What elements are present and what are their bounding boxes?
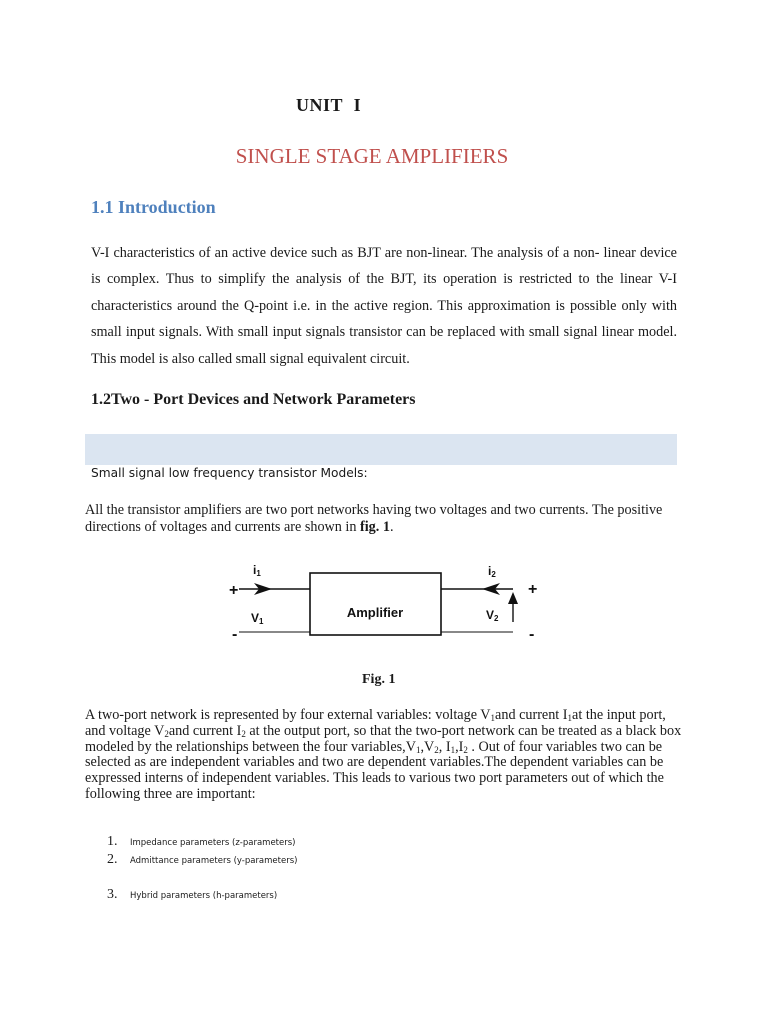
section-heading-two-port: 1.2Two - Port Devices and Network Parameters	[91, 391, 416, 408]
text-run: and current I	[495, 707, 568, 723]
amplifier-box	[310, 573, 441, 635]
figure-reference: fig. 1	[360, 519, 390, 535]
subscript: 2	[241, 728, 246, 739]
output-plus-sign: +	[528, 581, 538, 598]
output-minus-sign: -	[529, 626, 535, 643]
input-minus-sign: -	[232, 626, 238, 643]
parameter-list-item	[107, 887, 277, 903]
list-number: 3.	[107, 887, 118, 902]
parameter-label: Hybrid parameters (h-parameters)	[130, 891, 278, 901]
v1-label: V	[251, 611, 260, 625]
parameter-list-item	[107, 852, 297, 868]
svg-text:i1	[253, 563, 261, 578]
models-text-before: All the transistor amplifiers are two port networks having two voltages and two currents. The positive directions of voltages and currents are shown in	[85, 502, 663, 535]
list-number: 2.	[107, 852, 118, 867]
two-port-paragraph	[85, 708, 685, 803]
page-title: SINGLE STAGE AMPLIFIERS	[235, 144, 509, 168]
subscript: 2	[463, 744, 468, 755]
text-run: ,V	[420, 738, 435, 755]
models-text-after: .	[389, 519, 394, 535]
i1-subscript: 1	[256, 569, 261, 578]
amplifier-two-port-figure	[218, 556, 548, 652]
models-paragraph	[85, 502, 685, 536]
svg-text:i2	[488, 564, 496, 579]
i2-label: i	[488, 564, 492, 578]
subscript: 1	[415, 744, 421, 755]
unit-heading: UNIT I	[296, 95, 362, 115]
shaded-heading-bar	[85, 434, 677, 465]
parameter-list-item	[107, 834, 295, 850]
subscript: 2	[434, 744, 439, 755]
svg-text:V1	[251, 611, 264, 626]
v1-subscript: 1	[259, 617, 264, 626]
subscript: 1	[567, 713, 573, 723]
subscript: 1	[490, 713, 496, 723]
text-run: at the output port, so that the two-port network can be treated as a black box modeled by the relationships between the four variables,V	[85, 722, 682, 755]
text-run: , I	[438, 738, 451, 755]
text-run: at the input port, and voltage V	[85, 707, 666, 739]
subscript: 1	[450, 744, 456, 755]
i1-label: i	[253, 563, 257, 577]
list-number: 1.	[107, 834, 118, 849]
parameter-label: Impedance parameters (z-parameters)	[130, 838, 296, 848]
text-run: A two-port network is represented by four external variables: voltage V	[85, 707, 491, 723]
introduction-paragraph: V-I characteristics of an active device such as BJT are non-linear. The analysis of a non- linear device is complex. Thus to simplify the analysis of the BJT, its operation is restricted to the linear V-I characteristics around the Q-point i.e. in the active region. This approximation is possible only with small input signals. With small input signals transistor can be replaced with small signal linear model. This model is also called small signal equivalent circuit.	[91, 245, 677, 367]
input-plus-sign: +	[229, 582, 239, 599]
text-run: and current I	[168, 722, 242, 739]
text-run: . Out of four variables two can be selected as are independent variables and two are dependent variables.The dependent variables can be expressed interns of independent variables. This leads to various two port parameters out of which the following three are important:	[85, 738, 664, 802]
models-subheading: Small signal low frequency transistor Models:	[91, 466, 368, 480]
svg-text:V2	[486, 608, 499, 623]
parameter-label: Admittance parameters (y-parameters)	[130, 856, 298, 866]
v2-arrow-icon	[508, 592, 518, 604]
i2-subscript: 2	[491, 570, 496, 579]
amplifier-label: Amplifier	[346, 605, 404, 620]
text-run: ,I	[455, 738, 464, 755]
v2-label: V	[486, 608, 495, 622]
section-heading-introduction: 1.1 Introduction	[91, 197, 216, 217]
figure-caption: Fig. 1	[362, 672, 396, 687]
v2-subscript: 2	[494, 614, 499, 623]
subscript: 2	[164, 728, 169, 739]
